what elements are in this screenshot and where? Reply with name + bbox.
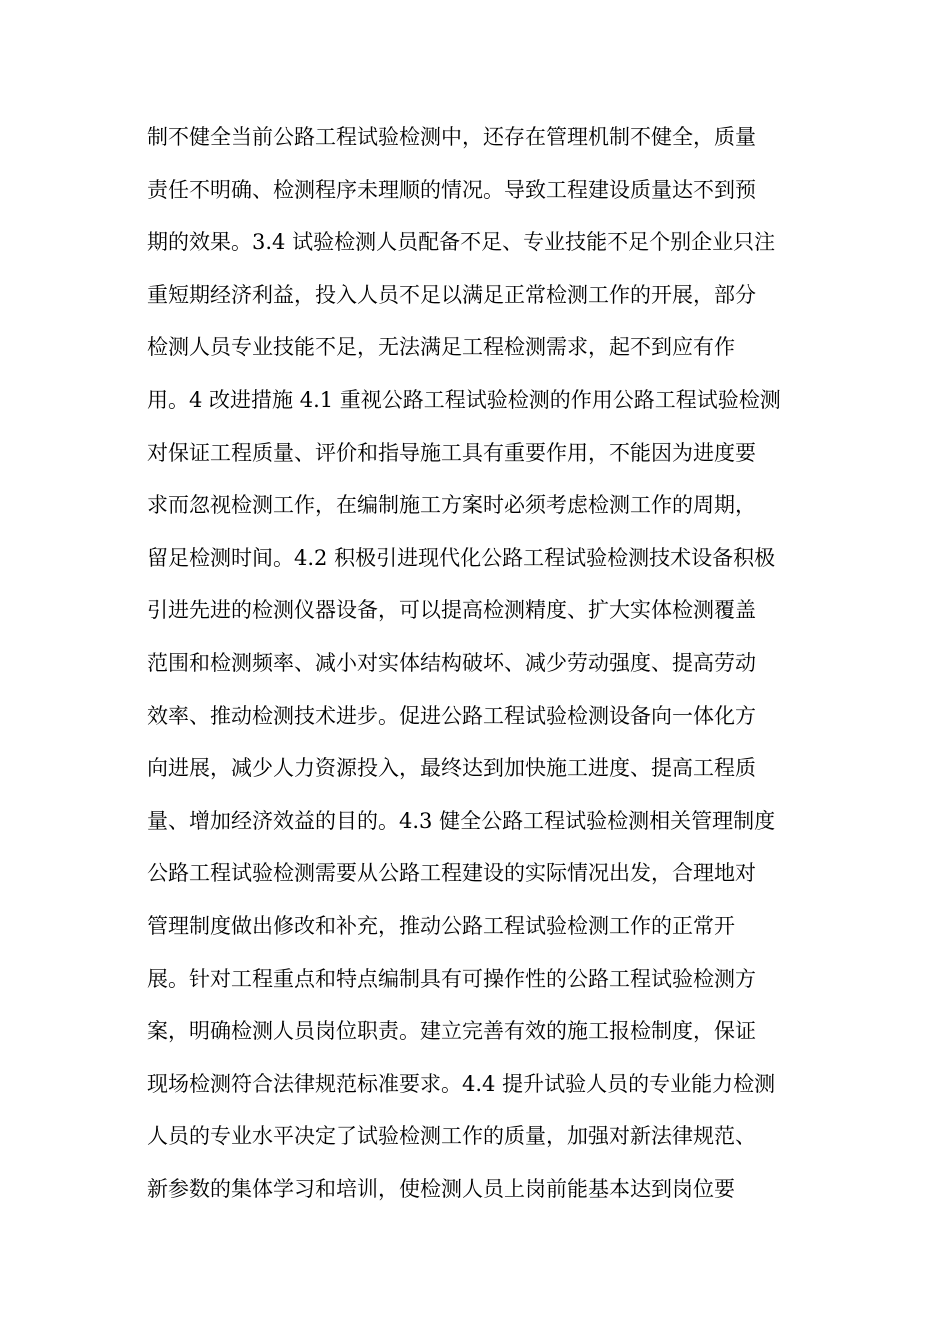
text-line: 效率、推动检测技术进步。促进公路工程试验检测设备向一体化方 [147,703,756,728]
text-line: 展。针对工程重点和特点编制具有可操作性的公路工程试验检测方 [147,966,756,991]
text-line: 求而忽视检测工作，在编制施工方案时必须考虑检测工作的周期， [147,493,756,518]
text-line: 新参数的集体学习和培训，使检测人员上岗前能基本达到岗位要 [147,1176,735,1201]
text-line: 引进先进的检测仪器设备，可以提高检测精度、扩大实体检测覆盖 [147,598,756,623]
text-line: 向进展，减少人力资源投入，最终达到加快施工进度、提高工程质 [147,756,756,781]
text-line: 范围和检测频率、减小对实体结构破坏、减少劳动强度、提高劳动 [147,650,756,675]
text-line: 量、增加经济效益的目的。4.3 健全公路工程试验检测相关管理制度 [147,808,776,833]
text-line: 人员的专业水平决定了试验检测工作的质量，加强对新法律规范、 [147,1124,756,1149]
text-line: 对保证工程质量、评价和指导施工具有重要作用，不能因为进度要 [147,440,756,465]
text-line: 公路工程试验检测需要从公路工程建设的实际情况出发，合理地对 [147,861,756,886]
text-line: 用。4 改进措施 4.1 重视公路工程试验检测的作用公路工程试验检测 [147,387,781,412]
body-text [147,118,817,1222]
text-line: 留足检测时间。4.2 积极引进现代化公路工程试验检测技术设备积极 [147,545,776,570]
text-line: 检测人员专业技能不足，无法满足工程检测需求，起不到应有作 [147,335,735,360]
text-line: 现场检测符合法律规范标准要求。4.4 提升试验人员的专业能力检测 [147,1071,776,1096]
text-line: 案，明确检测人员岗位职责。建立完善有效的施工报检制度，保证 [147,1019,756,1044]
text-line: 期的效果。3.4 试验检测人员配备不足、专业技能不足个别企业只注 [147,230,776,255]
text-line: 制不健全当前公路工程试验检测中，还存在管理机制不健全，质量 [147,125,756,149]
text-line: 重短期经济利益，投入人员不足以满足正常检测工作的开展，部分 [147,282,756,307]
text-line: 责任不明确、检测程序未理顺的情况。导致工程建设质量达不到预 [147,177,756,202]
text-line: 管理制度做出修改和补充，推动公路工程试验检测工作的正常开 [147,913,735,938]
